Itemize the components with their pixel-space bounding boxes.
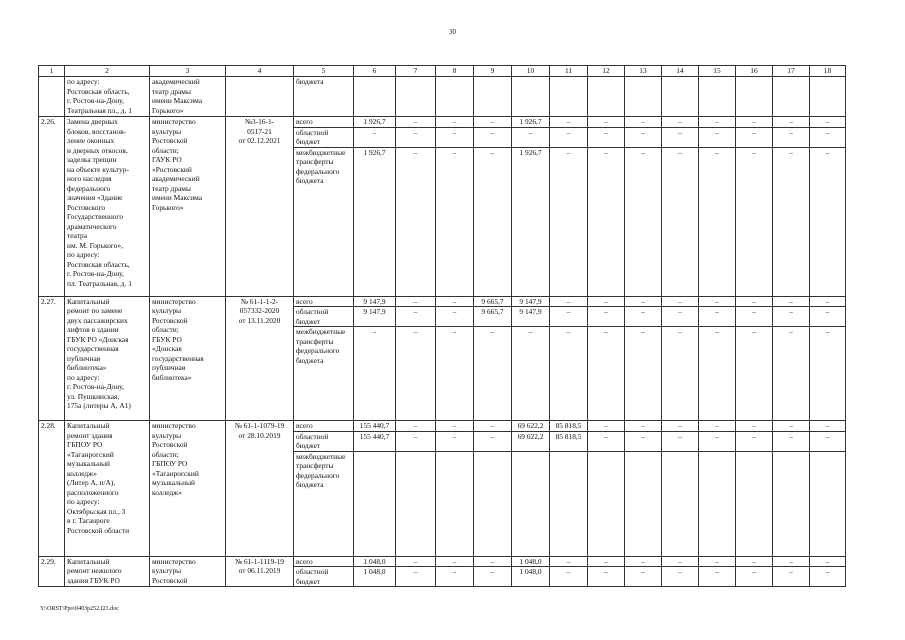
organization-cell: министерство культуры Ростовской области; ГБУК РО «Донская государственная публичная библиотека»	[150, 296, 226, 421]
table-row	[39, 556, 846, 567]
object-name-cell: Замена дверных блоков, восстанов- ление оконных и дверных откосов, заделка трещин на объекте культур- ного наследия федерального значения «Здание Ростовского Государственного драматического театра им. М. Горького», по адресу: Ростовская область, г. Ростов-на-Дону, пл. Театральная, д. 1	[65, 117, 150, 297]
value-cell: 1 048,0	[512, 556, 550, 567]
value-cell	[699, 451, 736, 556]
value-cell: –	[810, 431, 846, 451]
value-cell: –	[550, 307, 588, 327]
value-cell	[550, 77, 588, 117]
value-cell: –	[736, 147, 773, 296]
value-cell: 1 926,7	[512, 117, 550, 128]
value-cell	[436, 451, 474, 556]
value-cell: –	[810, 327, 846, 421]
value-cell	[625, 77, 662, 117]
column-number: 12	[588, 66, 625, 77]
value-cell: –	[736, 307, 773, 327]
value-cell: –	[396, 127, 436, 147]
value-cell: –	[354, 127, 396, 147]
column-number: 15	[699, 66, 736, 77]
value-cell	[474, 451, 512, 556]
value-cell	[736, 451, 773, 556]
value-cell: –	[625, 127, 662, 147]
value-cell	[396, 451, 436, 556]
value-cell	[699, 77, 736, 117]
value-cell: –	[736, 567, 773, 587]
value-cell: –	[662, 127, 699, 147]
value-cell	[354, 77, 396, 117]
value-cell: 69 622,2	[512, 421, 550, 432]
value-cell: –	[588, 421, 625, 432]
value-cell: –	[699, 147, 736, 296]
value-cell: –	[810, 556, 846, 567]
value-cell: –	[588, 567, 625, 587]
table-row	[39, 117, 846, 128]
value-cell	[773, 77, 810, 117]
column-number: 5	[294, 66, 354, 77]
value-cell: –	[699, 117, 736, 128]
value-cell: –	[436, 117, 474, 128]
value-cell: –	[550, 567, 588, 587]
value-cell: –	[550, 327, 588, 421]
value-cell: –	[512, 127, 550, 147]
value-cell: –	[396, 327, 436, 421]
value-cell: –	[736, 431, 773, 451]
value-cell: –	[773, 431, 810, 451]
value-cell: –	[588, 327, 625, 421]
value-cell: –	[625, 307, 662, 327]
funding-source-cell: всего	[294, 421, 354, 432]
value-cell: –	[773, 127, 810, 147]
funding-source-cell: областной бюджет	[294, 431, 354, 451]
value-cell	[662, 77, 699, 117]
value-cell: –	[662, 556, 699, 567]
object-name-cell: Капитальный ремонт нежилого здания ГБУК РО	[65, 556, 150, 587]
value-cell: –	[436, 147, 474, 296]
value-cell: –	[736, 117, 773, 128]
value-cell: –	[810, 147, 846, 296]
row-number-cell	[39, 77, 65, 117]
column-number: 18	[810, 66, 846, 77]
funding-source-cell: межбюджетные трансферты федерального бюджета	[294, 147, 354, 296]
continuation-row	[39, 77, 846, 117]
value-cell: –	[810, 567, 846, 587]
value-cell	[773, 451, 810, 556]
column-number: 7	[396, 66, 436, 77]
value-cell: –	[662, 431, 699, 451]
value-cell: –	[436, 127, 474, 147]
value-cell	[662, 451, 699, 556]
value-cell	[512, 77, 550, 117]
column-number: 9	[474, 66, 512, 77]
value-cell: –	[550, 147, 588, 296]
document-cell: № 61-1-1-2- 057332-2020 от 13.11.2020	[226, 296, 294, 421]
value-cell	[354, 451, 396, 556]
document-cell	[226, 77, 294, 117]
document-cell: № 61-1-1119-19 от 06.11.2019	[226, 556, 294, 587]
value-cell: –	[436, 307, 474, 327]
value-cell: –	[588, 431, 625, 451]
funding-source-cell: областной бюджет	[294, 307, 354, 327]
value-cell: –	[773, 556, 810, 567]
value-cell: –	[699, 431, 736, 451]
value-cell: –	[436, 567, 474, 587]
value-cell: –	[625, 556, 662, 567]
value-cell: –	[474, 567, 512, 587]
value-cell: –	[810, 421, 846, 432]
table-row	[39, 421, 846, 432]
value-cell: –	[550, 296, 588, 307]
value-cell: 1 048,0	[354, 556, 396, 567]
value-cell	[512, 451, 550, 556]
object-name-cell: по адресу: Ростовская область, г. Ростов-на-Дону, Театральная пл., д. 1	[65, 77, 150, 117]
value-cell: –	[662, 117, 699, 128]
value-cell: –	[588, 296, 625, 307]
value-cell: –	[736, 296, 773, 307]
value-cell: –	[773, 421, 810, 432]
value-cell: –	[736, 127, 773, 147]
value-cell: –	[436, 431, 474, 451]
value-cell: –	[736, 327, 773, 421]
value-cell: –	[625, 296, 662, 307]
value-cell: –	[662, 147, 699, 296]
value-cell: 155 440,7	[354, 431, 396, 451]
column-number: 14	[662, 66, 699, 77]
value-cell: –	[550, 556, 588, 567]
value-cell: –	[662, 567, 699, 587]
organization-cell: академический театр драмы имени Максима Горького»	[150, 77, 226, 117]
value-cell: 9 665,7	[474, 307, 512, 327]
value-cell: –	[396, 117, 436, 128]
value-cell: 9 147,9	[512, 307, 550, 327]
value-cell: –	[354, 327, 396, 421]
row-number-cell: 2.29.	[39, 556, 65, 587]
value-cell: 1 926,7	[354, 147, 396, 296]
value-cell: 1 048,0	[512, 567, 550, 587]
column-number: 13	[625, 66, 662, 77]
value-cell: –	[773, 307, 810, 327]
value-cell: –	[474, 327, 512, 421]
document-cell: №3-16-1- 0517-21 от 02.12.2021	[226, 117, 294, 297]
footer-file-path: Y:\ORST\Ppo\0403p252.f23.doc	[40, 606, 119, 612]
value-cell: –	[810, 127, 846, 147]
funding-source-cell: межбюджетные трансферты федерального бюджета	[294, 451, 354, 556]
value-cell: –	[625, 421, 662, 432]
value-cell: –	[662, 421, 699, 432]
object-name-cell: Капитальный ремонт здания ГБПОУ РО «Таганрогский музыкальный колледж» (Литер А, п/А), расположенного по адресу: Октябрьская пл., 3 в г. Таганроге Ростовской области	[65, 421, 150, 557]
document-cell: № 61-1-1079-19 от 28.10.2019	[226, 421, 294, 557]
value-cell: –	[699, 556, 736, 567]
organization-cell: министерство культуры Ростовской области; ГАУК РО «Ростовский академический театр драмы имени Максима Горького»	[150, 117, 226, 297]
funding-source-cell: бюджета	[294, 77, 354, 117]
value-cell	[810, 77, 846, 117]
value-cell: –	[474, 556, 512, 567]
value-cell	[588, 77, 625, 117]
value-cell: 69 622,2	[512, 431, 550, 451]
value-cell: –	[588, 117, 625, 128]
value-cell: 85 818,5	[550, 431, 588, 451]
value-cell: –	[736, 421, 773, 432]
value-cell: –	[736, 556, 773, 567]
column-number-row	[39, 66, 846, 77]
value-cell: –	[396, 567, 436, 587]
value-cell: –	[699, 421, 736, 432]
value-cell: –	[625, 431, 662, 451]
value-cell: 9 147,9	[354, 307, 396, 327]
value-cell: –	[436, 556, 474, 567]
value-cell	[810, 451, 846, 556]
value-cell	[550, 451, 588, 556]
value-cell: –	[396, 296, 436, 307]
value-cell: –	[436, 327, 474, 421]
page-number: 30	[449, 28, 456, 36]
value-cell: –	[625, 117, 662, 128]
value-cell: –	[396, 147, 436, 296]
value-cell: –	[588, 127, 625, 147]
value-cell: 9 147,9	[354, 296, 396, 307]
value-cell: –	[474, 117, 512, 128]
value-cell	[396, 77, 436, 117]
value-cell: –	[773, 147, 810, 296]
value-cell: –	[662, 307, 699, 327]
value-cell: –	[699, 567, 736, 587]
value-cell: –	[699, 327, 736, 421]
value-cell: –	[773, 327, 810, 421]
value-cell	[736, 77, 773, 117]
column-number: 11	[550, 66, 588, 77]
value-cell: –	[550, 127, 588, 147]
value-cell: –	[625, 567, 662, 587]
column-number: 8	[436, 66, 474, 77]
value-cell: –	[810, 296, 846, 307]
value-cell: –	[396, 556, 436, 567]
value-cell: –	[474, 147, 512, 296]
funding-source-cell: областной бюджет	[294, 127, 354, 147]
funding-source-cell: всего	[294, 556, 354, 567]
value-cell: –	[773, 567, 810, 587]
value-cell: –	[550, 117, 588, 128]
row-number-cell: 2.28.	[39, 421, 65, 557]
column-number: 4	[226, 66, 294, 77]
funding-source-cell: межбюджетные трансферты федерального бюджета	[294, 327, 354, 421]
value-cell: –	[474, 127, 512, 147]
value-cell: –	[625, 147, 662, 296]
organization-cell: министерство культуры Ростовской области; ГБПОУ РО «Таганрогский музыкальный колледж»	[150, 421, 226, 557]
column-number: 17	[773, 66, 810, 77]
organization-cell: министерство культуры Ростовской	[150, 556, 226, 587]
value-cell	[436, 77, 474, 117]
value-cell: –	[512, 327, 550, 421]
value-cell: –	[699, 307, 736, 327]
column-number: 16	[736, 66, 773, 77]
funding-source-cell: областной бюджет	[294, 567, 354, 587]
value-cell: –	[773, 296, 810, 307]
table-row	[39, 296, 846, 307]
value-cell	[474, 77, 512, 117]
value-cell: 9 665,7	[474, 296, 512, 307]
value-cell: –	[699, 127, 736, 147]
value-cell: –	[810, 117, 846, 128]
value-cell: 85 818,5	[550, 421, 588, 432]
value-cell: 155 440,7	[354, 421, 396, 432]
value-cell: –	[662, 327, 699, 421]
value-cell: –	[625, 327, 662, 421]
value-cell: 1 926,7	[512, 147, 550, 296]
column-number: 10	[512, 66, 550, 77]
value-cell: –	[588, 307, 625, 327]
value-cell: 9 147,9	[512, 296, 550, 307]
row-number-cell: 2.26.	[39, 117, 65, 297]
value-cell: –	[773, 117, 810, 128]
column-number: 1	[39, 66, 65, 77]
value-cell: –	[588, 556, 625, 567]
row-number-cell: 2.27.	[39, 296, 65, 421]
funding-source-cell: всего	[294, 117, 354, 128]
value-cell: –	[436, 296, 474, 307]
value-cell: –	[699, 296, 736, 307]
value-cell: –	[436, 421, 474, 432]
budget-table	[38, 65, 846, 587]
value-cell	[588, 451, 625, 556]
object-name-cell: Капитальный ремонт по замене двух пассажирских лифтов в здании ГБУК РО «Донская государственная публичная библиотека» по адресу: г. Ростов-на-Дону, ул. Пушкинская, 175а (литеры А, А1)	[65, 296, 150, 421]
value-cell: 1 926,7	[354, 117, 396, 128]
value-cell: –	[662, 296, 699, 307]
value-cell: –	[396, 421, 436, 432]
value-cell: –	[588, 147, 625, 296]
value-cell: –	[396, 431, 436, 451]
value-cell: 1 048,0	[354, 567, 396, 587]
value-cell	[625, 451, 662, 556]
column-number: 2	[65, 66, 150, 77]
value-cell: –	[396, 307, 436, 327]
value-cell: –	[810, 307, 846, 327]
value-cell: –	[474, 431, 512, 451]
value-cell: –	[474, 421, 512, 432]
column-number: 6	[354, 66, 396, 77]
column-number: 3	[150, 66, 226, 77]
funding-source-cell: всего	[294, 296, 354, 307]
